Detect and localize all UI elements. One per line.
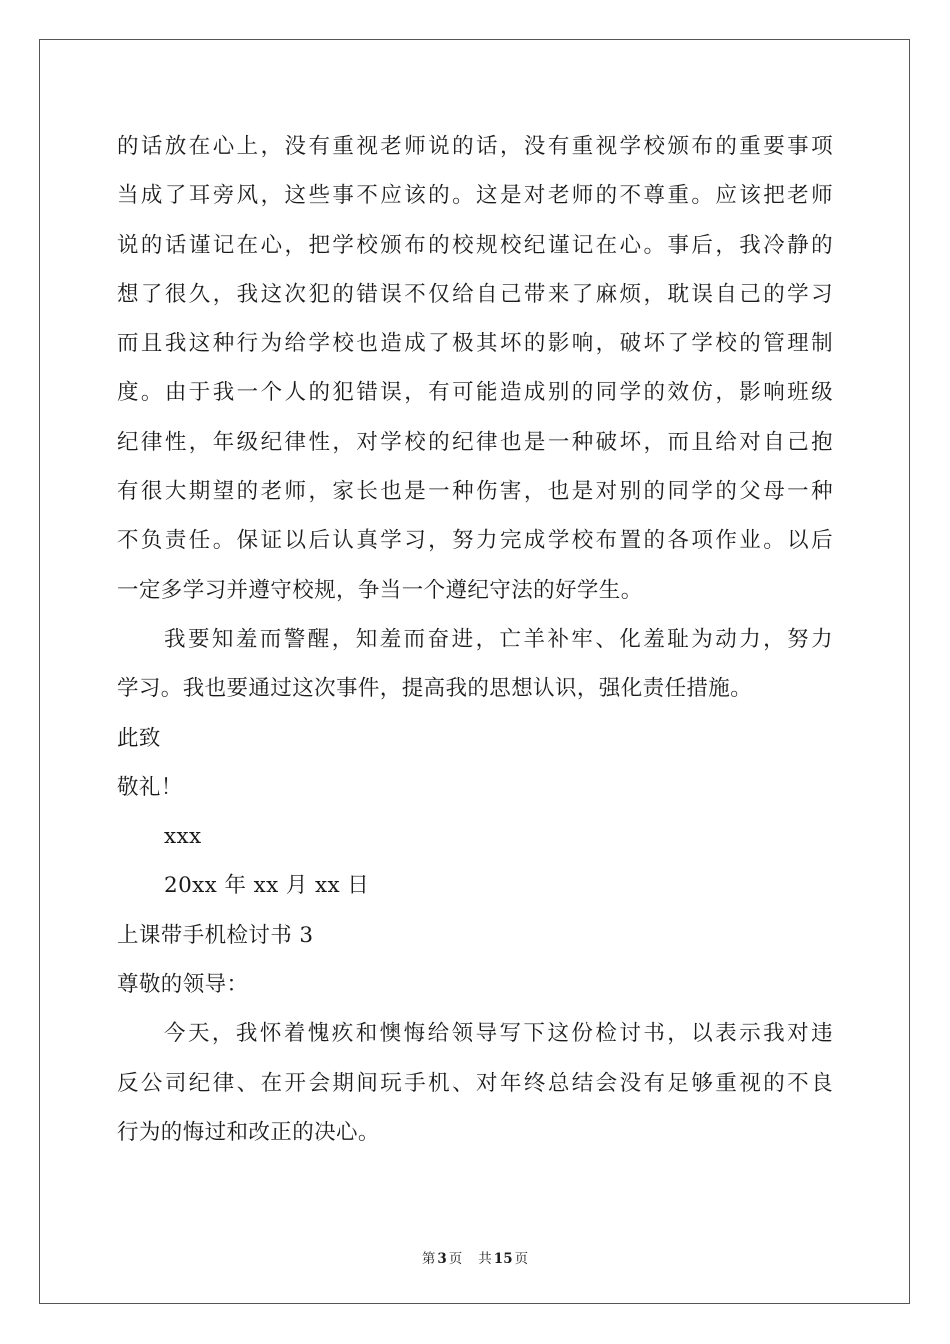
footer-page-prefix: 第: [421, 1251, 436, 1267]
footer-page-suffix: 页: [448, 1251, 463, 1267]
closing-line: 此致: [117, 725, 161, 751]
salutation: 尊敬的领导：: [117, 972, 249, 998]
body-text-line: 今天，我怀着愧疚和懊悔给领导写下这份检讨书，以表示我对违: [164, 1021, 833, 1047]
body-text-line: 度。由于我一个人的犯错误，有可能造成别的同学的效仿，影响班级: [117, 380, 833, 406]
footer-page-number: 3: [437, 1251, 447, 1267]
body-text-line: 一定多学习并遵守校规，争当一个遵纪守法的好学生。: [117, 577, 643, 603]
body-text-line: 不负责任。保证以后认真学习，努力完成学校布置的各项作业。以后: [117, 528, 833, 554]
body-text-line: 我要知羞而警醒，知羞而奋进，亡羊补牢、化羞耻为动力，努力: [164, 626, 833, 652]
body-text-line: 想了很久，我这次犯的错误不仅给自己带来了麻烦，耽误自己的学习: [117, 281, 833, 307]
footer-total-suffix: 页: [514, 1251, 529, 1267]
body-text-line: 而且我这种行为给学校也造成了极其坏的影响，破坏了学校的管理制: [117, 331, 833, 357]
body-text-line: 的话放在心上，没有重视老师说的话，没有重视学校颁布的重要事项: [117, 134, 833, 159]
body-text-line: 学习。我也要通过这次事件，提高我的思想认识，强化责任措施。: [117, 676, 753, 702]
signature-name: xxx: [164, 824, 202, 850]
document-body: [117, 122, 833, 1157]
body-text-line: 反公司纪律、在开会期间玩手机、对年终总结会没有足够重视的不良: [117, 1070, 833, 1096]
body-text-line: 行为的悔过和改正的决心。: [117, 1119, 380, 1145]
page-footer: [0, 1247, 950, 1267]
section-title: 上课带手机检讨书 3: [117, 922, 314, 948]
body-text-line: 当成了耳旁风，这些事不应该的。这是对老师的不尊重。应该把老师: [117, 183, 833, 209]
body-text-line: 有很大期望的老师，家长也是一种伤害，也是对别的同学的父母一种: [117, 479, 833, 505]
body-text-line: 纪律性，年级纪律性，对学校的纪律也是一种破坏，而且给对自己抱: [117, 429, 833, 455]
signature-date: 20xx 年 xx 月 xx 日: [164, 873, 370, 899]
footer-total-number: 15: [493, 1251, 513, 1267]
body-text-line: 说的话谨记在心，把学校颁布的校规校纪谨记在心。事后，我冷静的: [117, 232, 833, 258]
closing-salute: 敬礼！: [117, 774, 183, 800]
footer-total-prefix: 共: [478, 1251, 492, 1267]
